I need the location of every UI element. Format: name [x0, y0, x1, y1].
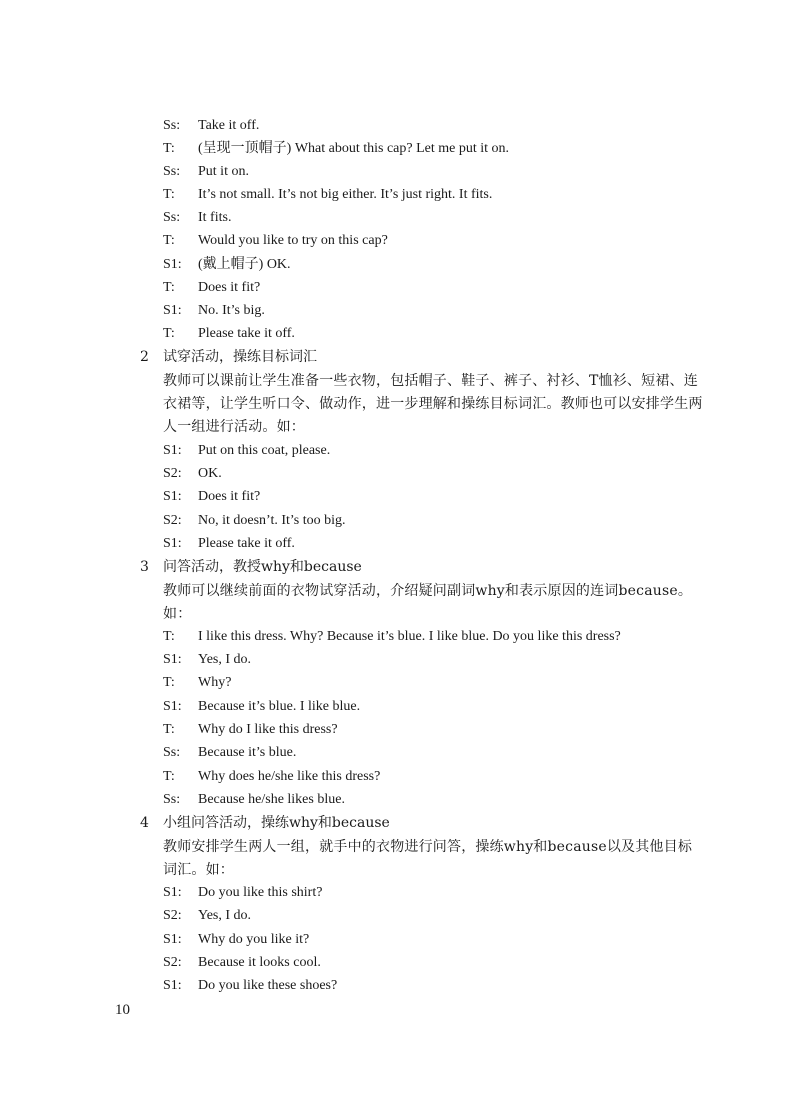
dialogue-line — [163, 975, 743, 997]
dialogue-line — [163, 952, 743, 974]
line-text: No. It’s big. — [198, 303, 265, 318]
line-text: Do you like this shirt? — [198, 885, 323, 900]
speaker: S1: — [163, 932, 182, 947]
line-text: Why do you like it? — [198, 932, 310, 947]
line-text: Do you like these shoes? — [198, 978, 338, 993]
line-text: Does it fit? — [198, 280, 261, 295]
line-text: No, it doesn’t. It’s too big. — [198, 513, 346, 528]
line-text: Because he/she likes blue. — [198, 792, 345, 807]
speaker: T: — [163, 187, 175, 202]
line-text: Put it on. — [198, 164, 249, 179]
dialogue-line — [163, 929, 743, 951]
line-text: OK. — [198, 466, 222, 481]
dialogue-line — [163, 789, 743, 811]
section-number: 2 — [140, 349, 149, 365]
dialogue-line — [163, 672, 743, 694]
speaker: Ss: — [163, 210, 181, 225]
line-text: Does it fit? — [198, 489, 261, 504]
section-paragraph: 教师可以课前让学生准备一些衣物，包括帽子、鞋子、裤子、衬衫、T恤衫、短裙、连衣裙等，让学生听口令、做动作，进一步理解和操练目标词汇。教师也可以安排学生两人一组进行活动。如： — [163, 373, 703, 435]
section-paragraph: 教师可以继续前面的衣物试穿活动，介绍疑问副词why和表示原因的连词because。如： — [163, 583, 693, 622]
section-number: 3 — [140, 559, 149, 575]
dialogue-line — [163, 138, 743, 160]
line-text: Why do I like this dress? — [198, 722, 338, 737]
dialogue-line — [163, 905, 743, 927]
dialogue-line — [163, 440, 743, 462]
dialogue-line — [163, 766, 743, 788]
line-text: (戴上帽子) OK. — [198, 257, 291, 272]
speaker: Ss: — [163, 745, 181, 760]
line-text: Please take it off. — [198, 326, 295, 341]
speaker: T: — [163, 280, 175, 295]
speaker: T: — [163, 769, 175, 784]
speaker: S1: — [163, 885, 182, 900]
dialogue-line — [163, 533, 743, 555]
speaker: S2: — [163, 466, 182, 481]
line-text: Yes, I do. — [198, 652, 252, 667]
dialogue-line — [163, 254, 743, 276]
section-title: 试穿活动，操练目标词汇 — [163, 349, 317, 365]
speaker: S2: — [163, 908, 182, 923]
line-text: Please take it off. — [198, 536, 295, 551]
speaker: S1: — [163, 536, 182, 551]
dialogue-line — [163, 626, 743, 648]
speaker: S1: — [163, 303, 182, 318]
speaker: S1: — [163, 699, 182, 714]
section-paragraph: 教师安排学生两人一组，就手中的衣物进行问答，操练why和because以及其他目标词汇。如： — [163, 839, 693, 878]
dialogue-line — [163, 486, 743, 508]
dialogue-line — [163, 510, 743, 532]
section-heading — [140, 556, 740, 578]
speaker: T: — [163, 722, 175, 737]
line-text: Because it looks cool. — [198, 955, 321, 970]
line-text: (呈现一顶帽子) What about this cap? Let me put it on. — [198, 141, 510, 156]
dialogue-line — [163, 742, 743, 764]
dialogue-line — [163, 184, 743, 206]
speaker: Ss: — [163, 164, 181, 179]
speaker: S1: — [163, 652, 182, 667]
line-text: Take it off. — [198, 118, 260, 133]
speaker: S2: — [163, 955, 182, 970]
dialogue-line — [163, 230, 743, 252]
line-text: I like this dress. Why? Because it’s blue. I like blue. Do you like this dress? — [198, 629, 621, 644]
dialogue-line — [163, 277, 743, 299]
line-text: Because it’s blue. — [198, 745, 297, 760]
speaker: S1: — [163, 978, 182, 993]
section-heading — [140, 346, 740, 368]
speaker: S1: — [163, 257, 182, 272]
line-text: It’s not small. It’s not big either. It’s just right. It fits. — [198, 187, 493, 202]
line-text: Would you like to try on this cap? — [198, 233, 388, 248]
dialogue-line — [163, 115, 743, 137]
page-number: 10 — [115, 1002, 130, 1018]
dialogue-line — [163, 696, 743, 718]
line-text: Why? — [198, 675, 232, 690]
speaker: S2: — [163, 513, 182, 528]
line-text: Because it’s blue. I like blue. — [198, 699, 361, 714]
speaker: S1: — [163, 443, 182, 458]
speaker: T: — [163, 675, 175, 690]
dialogue-line — [163, 719, 743, 741]
speaker: S1: — [163, 489, 182, 504]
dialogue-line — [163, 649, 743, 671]
section-title: 问答活动，教授why和because — [163, 559, 362, 575]
dialogue-line — [163, 207, 743, 229]
dialogue-line — [163, 323, 743, 345]
dialogue-line — [163, 882, 743, 904]
line-text: It fits. — [198, 210, 232, 225]
speaker: Ss: — [163, 792, 181, 807]
dialogue-line — [163, 161, 743, 183]
dialogue-line — [163, 300, 743, 322]
section-number: 4 — [140, 815, 149, 831]
line-text: Yes, I do. — [198, 908, 252, 923]
speaker: T: — [163, 141, 175, 156]
line-text: Put on this coat, please. — [198, 443, 331, 458]
section-heading — [140, 812, 740, 834]
line-text: Why does he/she like this dress? — [198, 769, 381, 784]
speaker: T: — [163, 629, 175, 644]
speaker: T: — [163, 233, 175, 248]
dialogue-line — [163, 463, 743, 485]
speaker: T: — [163, 326, 175, 341]
section-title: 小组问答活动，操练why和because — [163, 815, 390, 831]
speaker: Ss: — [163, 118, 181, 133]
